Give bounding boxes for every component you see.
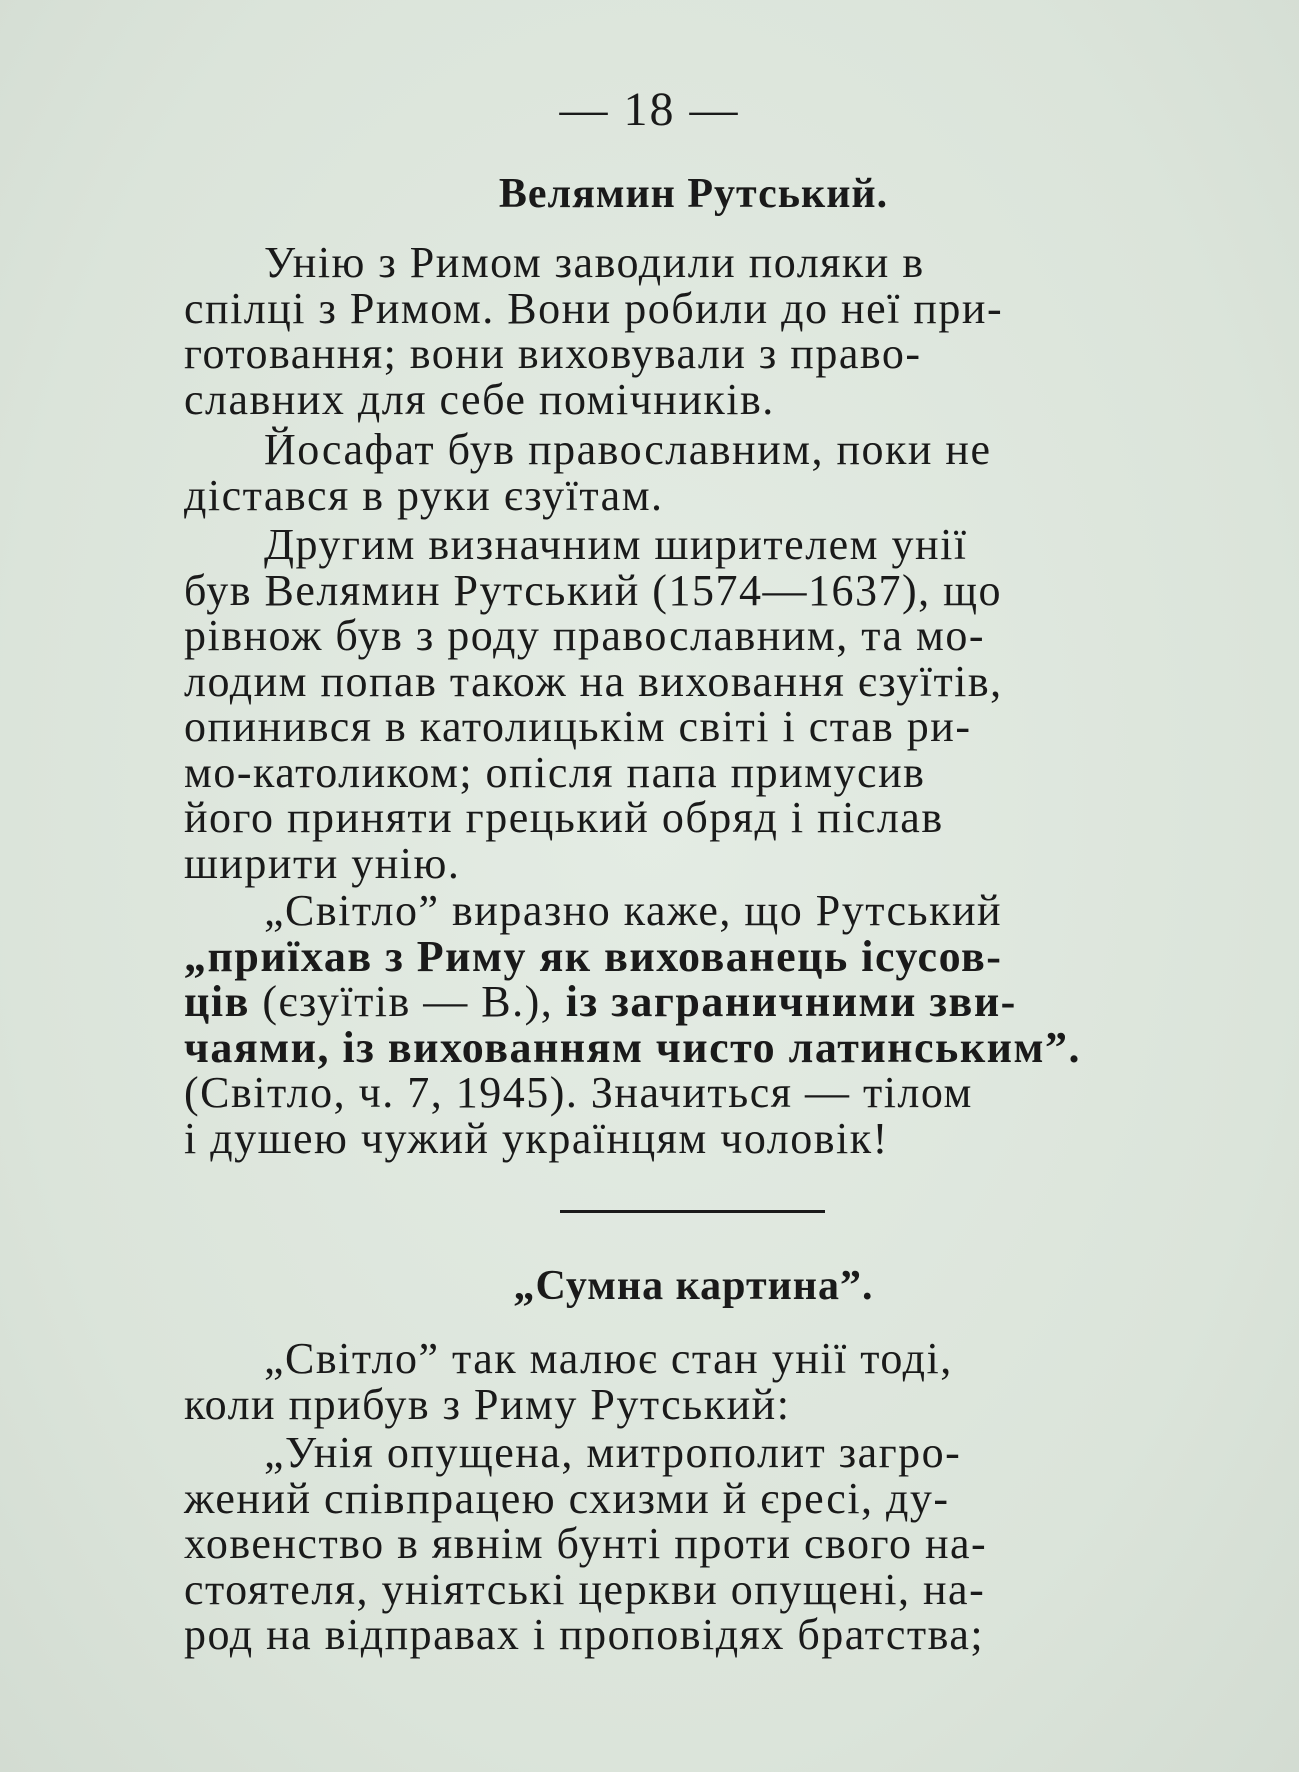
- bold-quote-text: із заграничними зви-: [565, 977, 1017, 1026]
- text-line: ховенство в явнім бунті проти свого на-: [184, 1519, 988, 1568]
- section-divider: [560, 1210, 825, 1213]
- text-line: „Світло” так малює стан унії тоді,: [264, 1334, 953, 1383]
- page-number: — 18 —: [559, 83, 740, 136]
- text-line-bold: [184, 931, 1203, 981]
- paragraph-svitlo-quote: [184, 888, 1203, 1161]
- bold-quote-text: „приїхав з Риму як вихованець ісусов-: [184, 931, 1003, 981]
- text-line: род на відправах і проповідях братства;: [184, 1610, 985, 1659]
- text-line: (Світло, ч. 7, 1945). Значиться — тілом: [184, 1068, 973, 1117]
- text-line: славних для себе помічників.: [184, 374, 775, 424]
- quote-aside-text: (єзуїтів — В.),: [249, 977, 566, 1026]
- text-line: і душею чужий українцям чоловік!: [184, 1113, 889, 1163]
- text-line: коли прибув з Риму Рутський:: [184, 1379, 791, 1429]
- section-title-sad-picture-block: [184, 1262, 1203, 1310]
- text-line: лодим попав також на виховання єзуїтів,: [184, 656, 1003, 706]
- section-title-sad-picture: „Сумна картина”.: [513, 1263, 874, 1309]
- text-line: ширити унію.: [184, 838, 461, 888]
- text-line: Йосафат був православним, поки не: [264, 425, 992, 474]
- paragraph-rutsky-bio: [184, 522, 1203, 886]
- text-line: стоятеля, уніятські церкви опущені, на-: [184, 1564, 986, 1614]
- text-line: опинився в католицькім світі і став ри-: [184, 702, 972, 751]
- paragraph-union-neglected: [184, 1430, 1203, 1658]
- text-line: був Велямин Рутський (1574—1637), що: [184, 565, 1002, 615]
- text-line: „Світло” виразно каже, що Рутський: [264, 886, 1003, 935]
- text-line-mixed: [184, 979, 1203, 1025]
- section-title-rutsky: Велямин Рутський.: [498, 171, 889, 217]
- text-line-bold: [184, 1022, 1203, 1072]
- text-line: Унію з Римом заводили поляки в: [264, 238, 925, 287]
- paragraph-josaphat: [184, 427, 1203, 518]
- text-line: рівнож був з роду православним, та мо-: [184, 611, 986, 660]
- text-line: „Унія опущена, митрополит загро-: [264, 1428, 962, 1477]
- text-line: мо-католиком; опісля папа примусив: [184, 747, 926, 797]
- text-line: Другим визначним ширителем унії: [264, 520, 968, 569]
- section-title-rutsky-block: [184, 170, 1203, 218]
- paragraph-svitlo-describes: [184, 1336, 1203, 1427]
- text-line: жений співпрацею схизми й єресі, ду-: [184, 1473, 950, 1523]
- paragraph-union-rome: [184, 240, 1203, 422]
- text-line: дістався в руки єзуїтам.: [184, 470, 664, 520]
- bold-quote-text: ців: [184, 977, 250, 1026]
- text-line: його приняти грецький обряд і післав: [184, 793, 944, 842]
- text-line: готовання; вони виховували з право-: [184, 329, 922, 378]
- text-line: спілці з Римом. Вони робили до неї при-: [184, 283, 1004, 333]
- bold-quote-text: чаями, із вихованням чисто латинським”.: [184, 1022, 1081, 1072]
